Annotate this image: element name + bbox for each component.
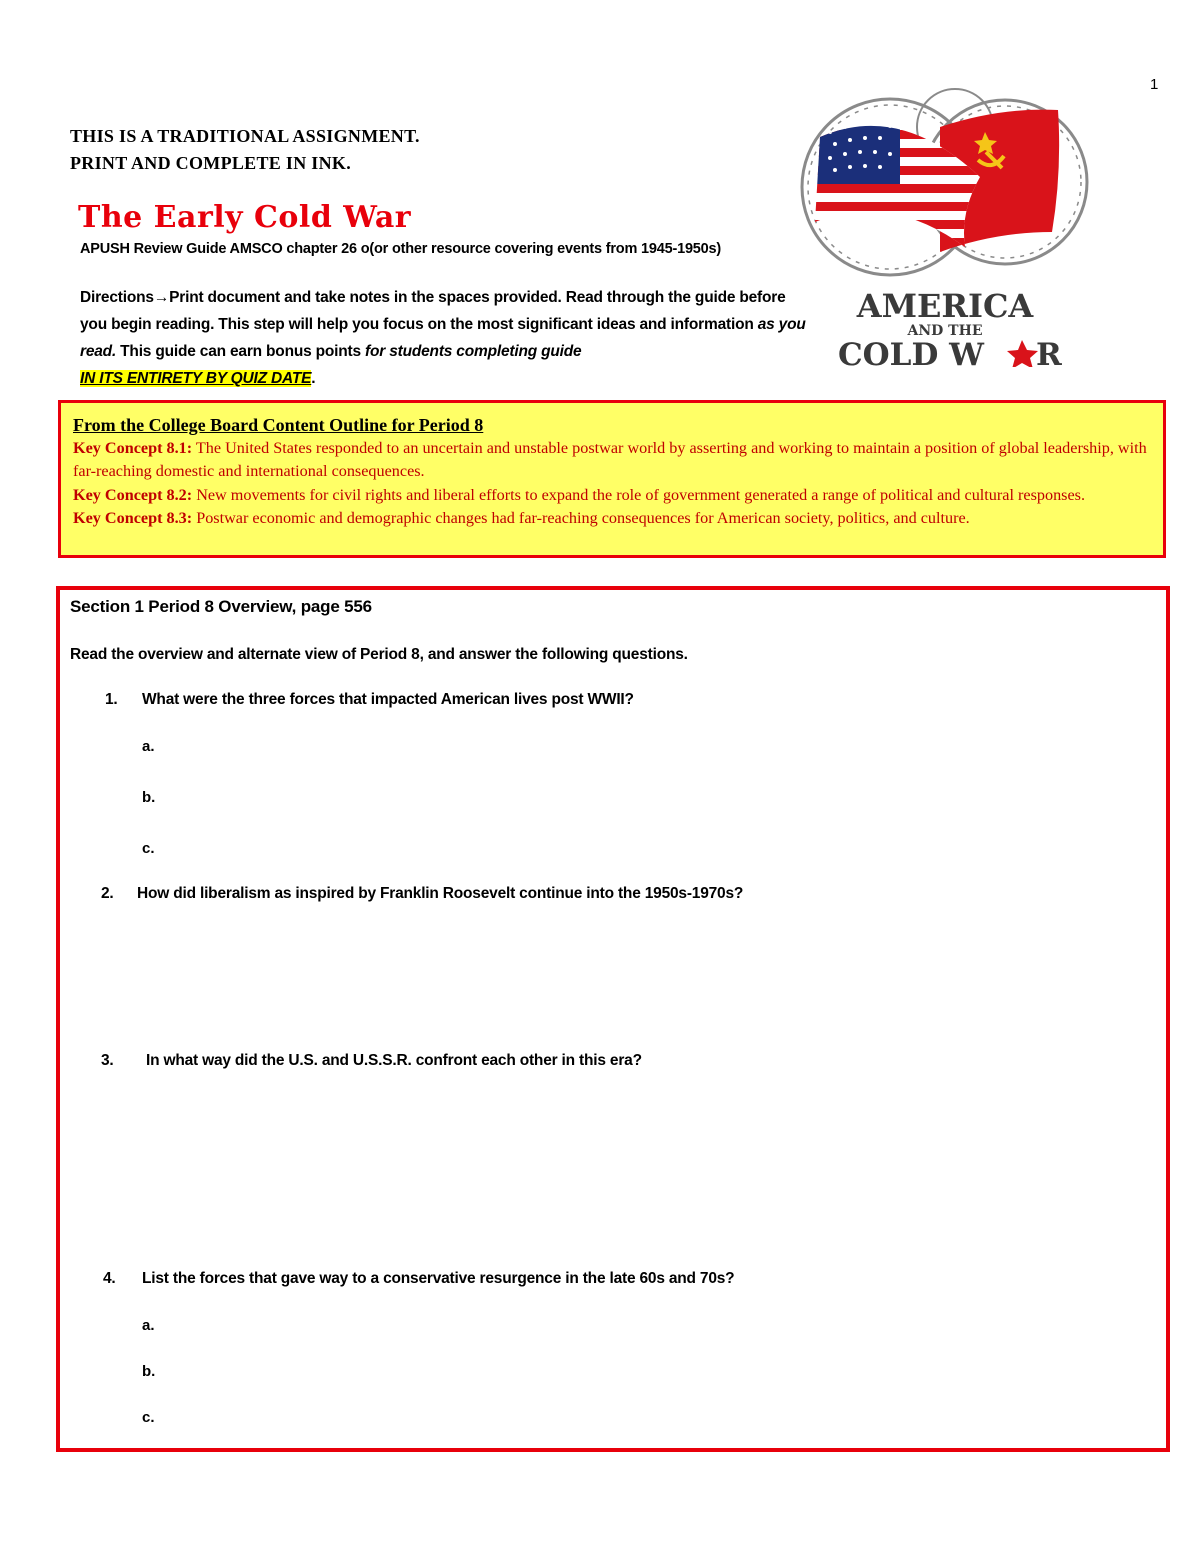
question-number: 1. [105, 691, 118, 708]
question-text: List the forces that gave way to a conservative resurgence in the late 60s and 70s? [142, 1270, 735, 1287]
star-icon [1007, 340, 1038, 367]
logo-line-3b: R [1036, 337, 1062, 367]
notice-line-2: PRINT AND COMPLETE IN INK. [70, 153, 351, 173]
answer-label-4b: b. [142, 1363, 156, 1380]
directions-label: Directions [80, 289, 154, 306]
directions-italic-2: for students completing guide [365, 343, 582, 360]
directions [80, 284, 810, 392]
key-concept-8-2: Key Concept 8.2: New movements for civil rights and liberal efforts to expand the role of government generated a range of political and cultural responses. [73, 485, 1086, 504]
logo-line-3a: COLD W [838, 337, 984, 367]
answer-label-4a: a. [142, 1317, 155, 1334]
document-title: The Early Cold War [78, 200, 412, 235]
logo-line-1: AMERICA [856, 287, 1034, 325]
arrow-icon: → [153, 289, 170, 306]
key-concept-8-1: Key Concept 8.1: The United States responded to an uncertain and unstable postwar world by asserting and working to maintain a position of global leadership, with far-reaching domestic and international consequences. [73, 439, 1147, 481]
directions-period: . [311, 370, 316, 387]
answer-label-1b: b. [142, 789, 156, 806]
answer-label-4c: c. [142, 1409, 155, 1426]
content-outline-heading: From the College Board Content Outline for Period 8 [73, 415, 484, 435]
logo-line-2: AND THE [907, 323, 983, 339]
question-number: 2. [101, 885, 114, 902]
section-1-box [56, 586, 1170, 1452]
directions-text-2: This guide can earn bonus points [116, 343, 366, 360]
directions-text-1: Print document and take notes in the spaces provided. Read through the guide before you begin reading. This step will help you focus on the most significant ideas and information [80, 289, 786, 333]
document-subtitle: APUSH Review Guide AMSCO chapter 26 o(or other resource covering events from 1945-1950s) [80, 241, 722, 257]
notice-line-1: THIS IS A TRADITIONAL ASSIGNMENT. [70, 126, 420, 146]
page-number: 1 [1150, 76, 1159, 93]
content-outline-box [58, 400, 1166, 558]
answer-label-1c: c. [142, 840, 155, 857]
section-title: Section 1 Period 8 Overview, page 556 [70, 597, 372, 616]
deadline-highlight: IN ITS ENTIRETY BY QUIZ DATE [80, 370, 312, 387]
america-cold-war-logo [790, 82, 1100, 367]
directions-italic-1: as you read. [80, 316, 806, 360]
answer-label-1a: a. [142, 738, 155, 755]
question-text: How did liberalism as inspired by Franklin Roosevelt continue into the 1950s-1970s? [137, 885, 744, 902]
section-instructions: Read the overview and alternate view of Period 8, and answer the following questions. [70, 646, 688, 663]
key-concept-8-3: Key Concept 8.3: Postwar economic and demographic changes had far-reaching consequences for American society, politics, and culture. [73, 508, 970, 527]
question-number: 4. [103, 1270, 116, 1287]
question-text: What were the three forces that impacted American lives post WWII? [142, 691, 634, 708]
question-number: 3. [101, 1052, 114, 1069]
question-text: In what way did the U.S. and U.S.S.R. confront each other in this era? [146, 1052, 642, 1069]
